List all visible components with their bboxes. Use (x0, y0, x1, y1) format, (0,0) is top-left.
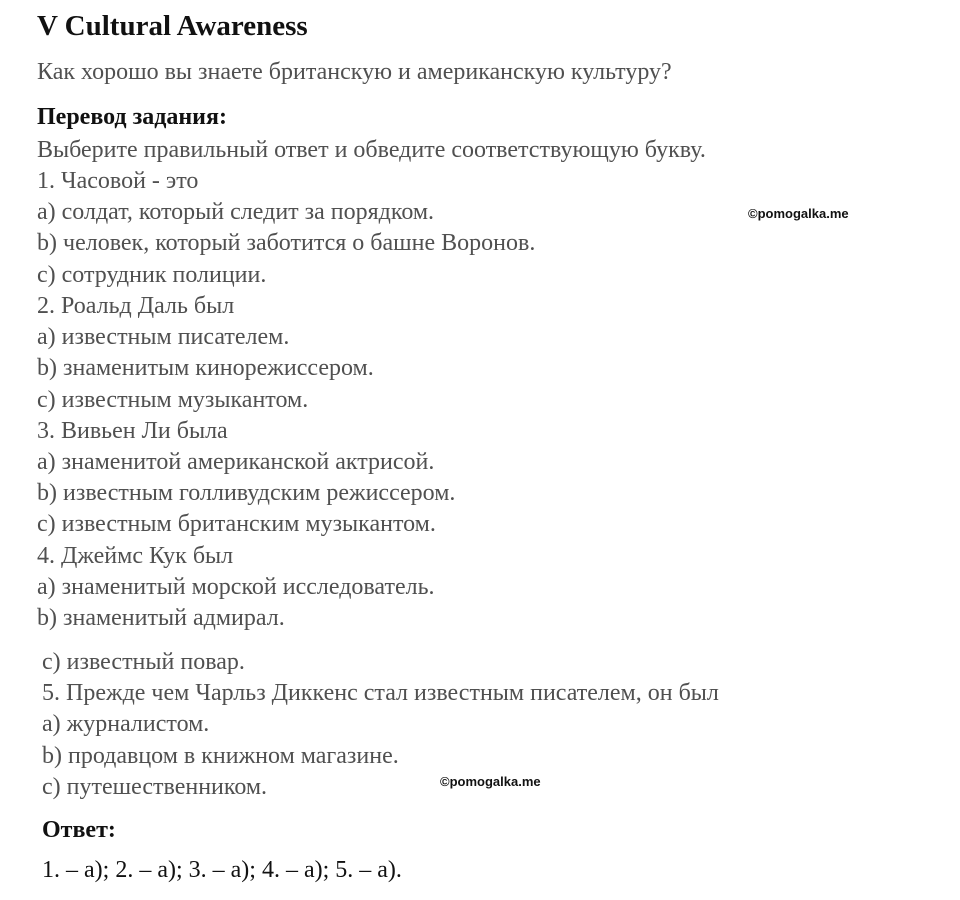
answer-heading: Ответ: (42, 817, 116, 843)
page-title: V Cultural Awareness (37, 10, 308, 42)
question-4-option-a: a) знаменитый морской исследователь. (37, 574, 435, 600)
question-5-option-a: a) журналистом. (42, 711, 210, 737)
question-1-option-b: b) человек, который заботится о башне Воронов. (37, 230, 536, 256)
translation-heading: Перевод задания: (37, 104, 227, 130)
question-5-option-b: b) продавцом в книжном магазине. (42, 743, 399, 769)
subtitle: Как хорошо вы знаете британскую и американскую культуру? (37, 59, 672, 85)
question-2-option-b: b) знаменитым кинорежиссером. (37, 355, 374, 381)
watermark: ©pomogalka.me (440, 774, 541, 789)
question-3-option-c: c) известным британским музыкантом. (37, 511, 436, 537)
answer-text: 1. – a); 2. – a); 3. – a); 4. – a); 5. – a). (42, 857, 402, 883)
question-1-option-a: a) солдат, который следит за порядком. (37, 199, 435, 225)
question-5: 5. Прежде чем Чарльз Диккенс стал известным писателем, он был (42, 680, 719, 706)
question-3-option-b: b) известным голливудским режиссером. (37, 480, 456, 506)
question-3: 3. Вивьен Ли была (37, 418, 228, 444)
question-2-option-a: a) известным писателем. (37, 324, 290, 350)
instruction-line: Выберите правильный ответ и обведите соответствующую букву. (37, 137, 706, 163)
question-4: 4. Джеймс Кук был (37, 543, 234, 569)
question-2: 2. Роальд Даль был (37, 293, 235, 319)
question-1: 1. Часовой - это (37, 168, 199, 194)
question-2-option-c: c) известным музыкантом. (37, 387, 309, 413)
question-3-option-a: a) знаменитой американской актрисой. (37, 449, 435, 475)
question-4-option-c: c) известный повар. (42, 649, 245, 675)
question-5-option-c: c) путешественником. (42, 774, 268, 800)
question-4-option-b: b) знаменитый адмирал. (37, 605, 285, 631)
question-1-option-c: c) сотрудник полиции. (37, 262, 267, 288)
watermark: ©pomogalka.me (748, 206, 849, 221)
